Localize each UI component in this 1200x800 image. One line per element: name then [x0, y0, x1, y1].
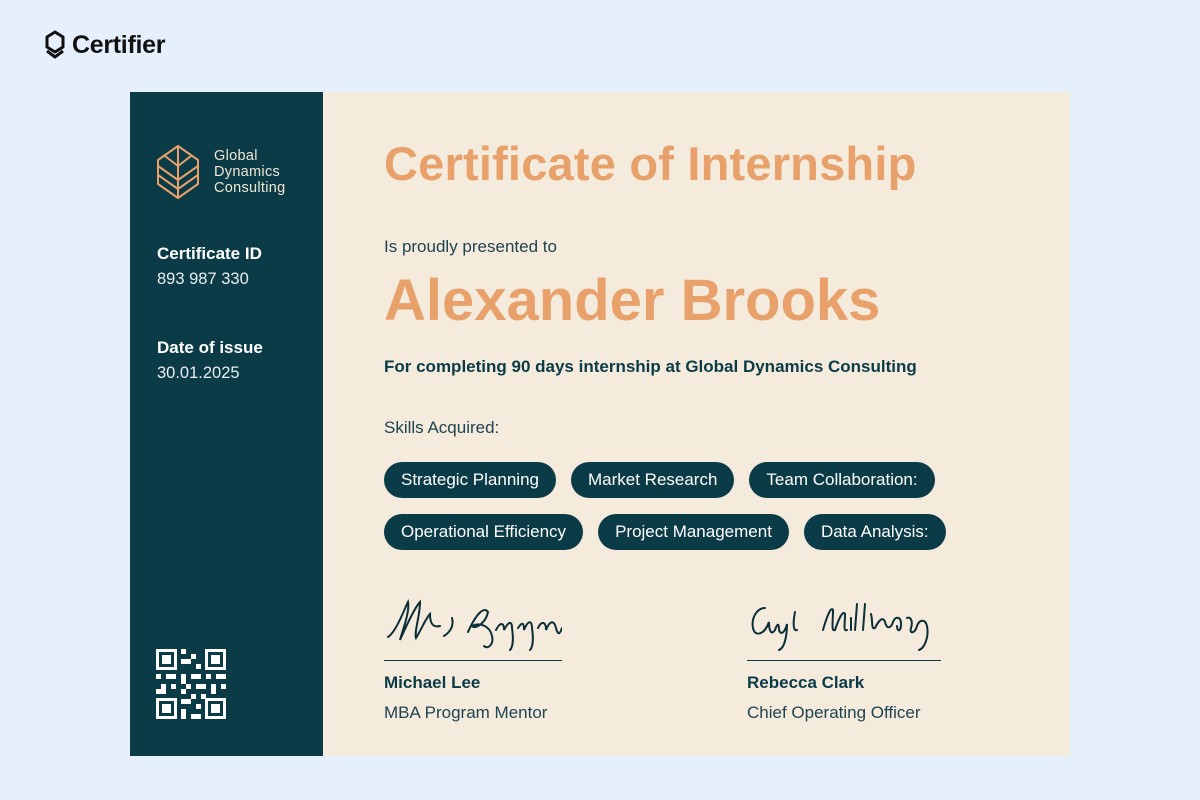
certificate-sidebar: [130, 92, 323, 756]
signature-image: [384, 592, 562, 654]
skills-list: [384, 462, 1024, 550]
signer-name: Rebecca Clark: [747, 673, 865, 692]
skill-pill: Operational Efficiency: [384, 514, 583, 550]
skill-pill: Market Research: [571, 462, 734, 498]
skill-pill: Data Analysis:: [804, 514, 946, 550]
organization-name-line: Global: [214, 148, 258, 164]
brand-name: Certifier: [72, 30, 166, 59]
certificate-id-value: 893 987 330: [157, 270, 249, 288]
completion-reason: For completing 90 days internship at Global Dynamics Consulting: [384, 357, 917, 376]
signature-line: [384, 660, 562, 661]
certificate-body: [323, 92, 1070, 756]
certificate: [130, 92, 1070, 756]
certifier-logo-icon: [44, 30, 66, 60]
skill-pill: Team Collaboration:: [749, 462, 934, 498]
date-of-issue-label: Date of issue: [157, 338, 263, 357]
skill-pill: Project Management: [598, 514, 789, 550]
leaf-logo-icon: [156, 144, 200, 200]
organization-name: [214, 148, 286, 196]
skill-pill: Strategic Planning: [384, 462, 556, 498]
date-of-issue: [157, 338, 263, 383]
qr-code-icon[interactable]: [156, 649, 226, 719]
signature-image: [747, 592, 941, 654]
signer-block: [384, 592, 562, 723]
date-of-issue-value: 30.01.2025: [157, 364, 240, 382]
recipient-name: Alexander Brooks: [384, 268, 881, 333]
certificate-title: Certificate of Internship: [384, 137, 917, 190]
organization-block: [156, 144, 286, 200]
skills-label: Skills Acquired:: [384, 418, 500, 437]
certificate-id: [157, 244, 262, 289]
signer-role: Chief Operating Officer: [747, 703, 921, 722]
signer-role: MBA Program Mentor: [384, 703, 548, 722]
certificate-id-label: Certificate ID: [157, 244, 262, 263]
presented-text: Is proudly presented to: [384, 237, 557, 256]
organization-name-line: Dynamics: [214, 164, 281, 180]
signature-line: [747, 660, 941, 661]
signer-block: [747, 592, 941, 723]
signer-name: Michael Lee: [384, 673, 481, 692]
certifier-brand: [44, 30, 165, 60]
organization-name-line: Consulting: [214, 180, 286, 196]
